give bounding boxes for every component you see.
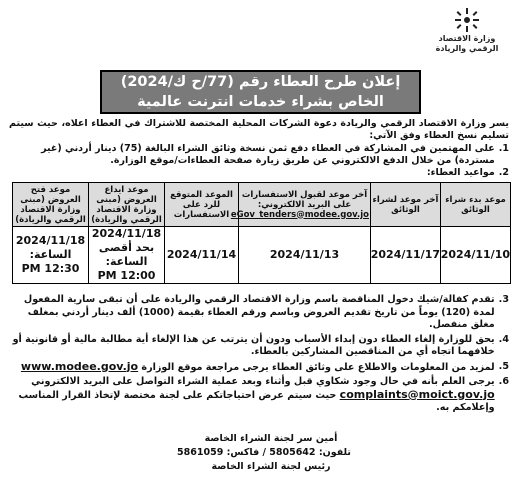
intro-paragraph: يسر وزارة الاقتصاد الرقمي والريادة دعوة الشركات المحلية المختصة للاشتراك في العطاء اعلاه، حيث سيتم تسليم نسخ العطاء وفق الآتي:: [9, 118, 509, 141]
item-number: 1.: [498, 143, 509, 154]
item-number: 5.: [498, 360, 509, 372]
deposit-note: بحد أقصى: [98, 241, 155, 254]
deposit-time: الساعة: 12:00 PM: [97, 255, 156, 282]
logo-text-line2: الرقمي والريادة: [435, 44, 499, 53]
signature-chair: رئيس لجنة الشراء الخاصة: [211, 461, 331, 472]
list-item: [9, 334, 509, 359]
item6-text-after: حيث سيتم عرض احتياجاتكم على لجنة مختصة لإتخاذ القرار المناسب وإعلامكم به.: [18, 389, 495, 413]
items-top-list: [9, 143, 509, 179]
list-item: [9, 361, 509, 375]
list-item: [9, 143, 509, 167]
item-text: يحق للوزارة إلغاء العطاء دون إبداء الأسباب ودون أن يترتب عن هذا الإلغاء أية مطالبة مالية أو قانونية أو خلافهما اتجاه أي من المناقصين المشاركين بالعطاء.: [12, 333, 495, 357]
complaints-email-link[interactable]: complaints@moict.gov.jo: [339, 387, 495, 401]
table-row: [13, 227, 511, 284]
cell-opening: [13, 227, 89, 284]
signature-secretary: أمين سر لجنة الشراء الخاصة: [204, 433, 338, 444]
header-inquiries: [230, 183, 371, 227]
title-line2: الخاص بشراء خدمات انترنت عالمية: [137, 94, 384, 110]
header-last-purchase: آخر موعد لشراء الوثائق: [371, 183, 441, 227]
header-start: موعد بدء شراء الوثائق: [441, 183, 511, 227]
list-item: [9, 294, 509, 332]
schedule-table: [12, 182, 511, 284]
list-item: [9, 376, 509, 415]
header-reply: الموعد المتوقع للرد على الاستفسارات: [165, 183, 239, 227]
header-inquiries-label: آخر موعد لقبول الاستفسارات على البريد الالكتروني:: [241, 189, 368, 210]
logo-text-line1: وزارة الاقتصاد: [438, 34, 496, 43]
item-text: [9, 376, 495, 415]
contact-numbers: تلفون: 5805642 / فاكس: 5861059: [177, 447, 351, 458]
opening-time: الساعة: 12:30 PM: [21, 248, 80, 275]
item-text: [9, 361, 495, 375]
table-header-row: [13, 183, 511, 227]
ministry-website-link[interactable]: www.modee.gov.jo: [20, 359, 139, 373]
announcement-title-box: [100, 70, 421, 114]
item-text: تقدم كفالة/شيك دخول المناقصة باسم وزارة الاقتصاد الرقمي والريادة على أن تبقى سارية المفعول لمدة (120) يوماً من تاريخ تقديم العروض وباسم ورقم العطاء بقيمة (1000) ألف دينار أردني بمغلف مغلق منفصل.: [23, 294, 495, 330]
cell-last-purchase: 2024/11/17: [371, 227, 441, 284]
item6-text-before: يرجى العلم بأنه في حال وجود شكاوي قبل وأثناء وبعد عملية الشراء التواصل على البريد الالكتروني: [31, 376, 495, 387]
deposit-date: 2024/11/18: [91, 227, 162, 240]
item-number: 4.: [498, 333, 509, 345]
title-line1: إعلان طرح العطاء رقم (77/ح ك/2024): [120, 74, 401, 90]
item-number: 6.: [498, 376, 509, 387]
ministry-logo: [419, 6, 515, 62]
signature-block: [177, 432, 351, 474]
item-text: مواعيد العطاء:: [426, 167, 495, 178]
item-number: 3.: [498, 294, 509, 305]
ministry-emblem-icon: [453, 6, 481, 34]
item-number: 2.: [498, 167, 509, 178]
list-item: [9, 167, 509, 179]
item-text: على المهتمين في المشاركة في العطاء دفع ثمن نسخة وثائق الشراء البالغة (75) دينار أردني (غير مستردة) من خلال الدفع الالكتروني عن طريق زيارة صفحة العطاءات/موقع الوزارة.: [41, 143, 495, 166]
item5-text: لمزيد من المعلومات والاطلاع على وثائق العطاء يرجى مراجعة موقع الوزارة: [141, 361, 495, 373]
items-bottom-list: [9, 294, 509, 417]
header-opening: موعد فتح العروض (مبنى وزارة الاقتصاد الرقمي والريادة): [13, 183, 89, 227]
cell-start: 2024/11/10: [441, 227, 511, 284]
inquiries-email-link[interactable]: eGov_tenders@modee.gov.jo: [230, 209, 369, 220]
cell-inquiries: 2024/11/13: [239, 227, 371, 284]
opening-date: 2024/11/18: [15, 234, 86, 247]
cell-reply: 2024/11/14: [165, 227, 239, 284]
cell-deposit: [89, 227, 165, 284]
header-deposit: موعد ايداع العروض (مبنى وزارة الاقتصاد الرقمي والريادة): [89, 183, 165, 227]
